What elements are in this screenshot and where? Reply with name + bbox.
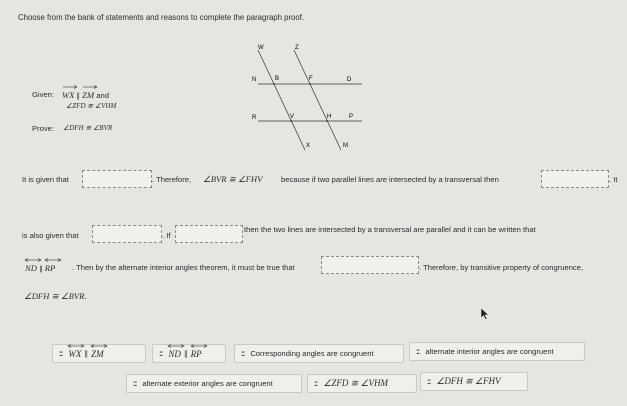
label-m: M	[343, 143, 348, 149]
grip-icon: ::	[133, 379, 137, 388]
instructions: Choose from the bank of statements and reasons to complete the paragraph proof.	[18, 13, 305, 22]
prove-statement: ∠DFH ≅ ∠BVR	[63, 124, 113, 132]
given-vector-wx: WX	[62, 90, 74, 100]
label-b: B	[275, 76, 280, 82]
label-p: P	[349, 114, 354, 120]
blank-5[interactable]	[321, 256, 419, 274]
grip-icon: ::	[241, 349, 245, 358]
blank-3[interactable]	[92, 225, 162, 243]
proof-s1-mid: . Therefore,	[152, 175, 192, 184]
grip-icon: ::	[427, 377, 431, 386]
bank-tile-wx-parallel-zm[interactable]: :: WX ∥ ZM	[52, 344, 146, 363]
grip-icon: ::	[416, 347, 420, 356]
bank-tile-alternate-interior-angles[interactable]: :: alternate interior angles are congruent	[409, 342, 585, 361]
line-zm	[294, 50, 341, 150]
bank-tile-corresponding-angles[interactable]: :: Corresponding angles are congruent	[234, 344, 404, 363]
bank-tile-nd-parallel-rp[interactable]: :: ND ∥ RP	[152, 344, 226, 363]
mouse-cursor-icon	[481, 308, 489, 320]
given-label: Given:	[32, 90, 54, 99]
label-h: H	[327, 114, 332, 120]
label-r: R	[252, 115, 257, 121]
blank-4[interactable]	[175, 225, 243, 243]
proof-s2-then: then the two lines are intersected by a transversal are parallel and it can be written that	[244, 225, 536, 234]
label-x: X	[306, 143, 311, 149]
grip-icon: ::	[59, 349, 63, 358]
proof-s1-end: . It	[609, 175, 618, 184]
grip-icon: ::	[159, 349, 163, 358]
proof-s4-math: ∠DFH ≅ ∠BVR.	[24, 291, 87, 301]
bank-tile-alternate-exterior-angles[interactable]: :: alternate exterior angles are congruent	[126, 374, 302, 393]
blank-1[interactable]	[82, 170, 152, 188]
label-f: F	[309, 76, 313, 82]
grip-icon: ::	[314, 379, 318, 388]
proof-s3-end: . Therefore, by transitive property of congruence,	[419, 263, 584, 272]
label-n: N	[252, 77, 257, 83]
proof-s2-start: is also given that	[22, 231, 79, 240]
line-wx	[258, 50, 305, 150]
proof-vector-nd: ND	[25, 263, 37, 273]
given-line-1: WX ∥ ZM and	[62, 90, 109, 100]
label-v: V	[290, 114, 295, 120]
proof-s3-vectors: ND ∥ RP	[25, 263, 55, 273]
proof-s1-reason: because if two parallel lines are intersected by a transversal then	[281, 175, 499, 184]
given-line-2: ∠ZFD ≅ ∠VHM	[66, 102, 117, 110]
blank-2[interactable]	[541, 170, 609, 188]
proof-s2-if: . If	[162, 231, 171, 240]
proof-s3-text: . Then by the alternate interior angles theorem, it must be true that	[72, 263, 295, 272]
proof-s1-start: It is given that	[22, 175, 69, 184]
given-vector-zm: ZM	[82, 90, 94, 100]
geometry-diagram	[240, 40, 370, 155]
bank-tile-zfd-vhm[interactable]: :: ∠ZFD ≅ ∠VHM	[307, 374, 417, 393]
proof-vector-rp: RP	[45, 263, 56, 273]
bank-tile-dfh-fhv[interactable]: :: ∠DFH ≅ ∠FHV	[420, 372, 528, 391]
label-d: D	[347, 77, 352, 83]
prove-label: Prove:	[32, 124, 54, 133]
proof-s1-math: ∠BVR ≅ ∠FHV	[203, 174, 263, 184]
label-w: W	[258, 45, 264, 51]
label-z: Z	[295, 45, 299, 51]
